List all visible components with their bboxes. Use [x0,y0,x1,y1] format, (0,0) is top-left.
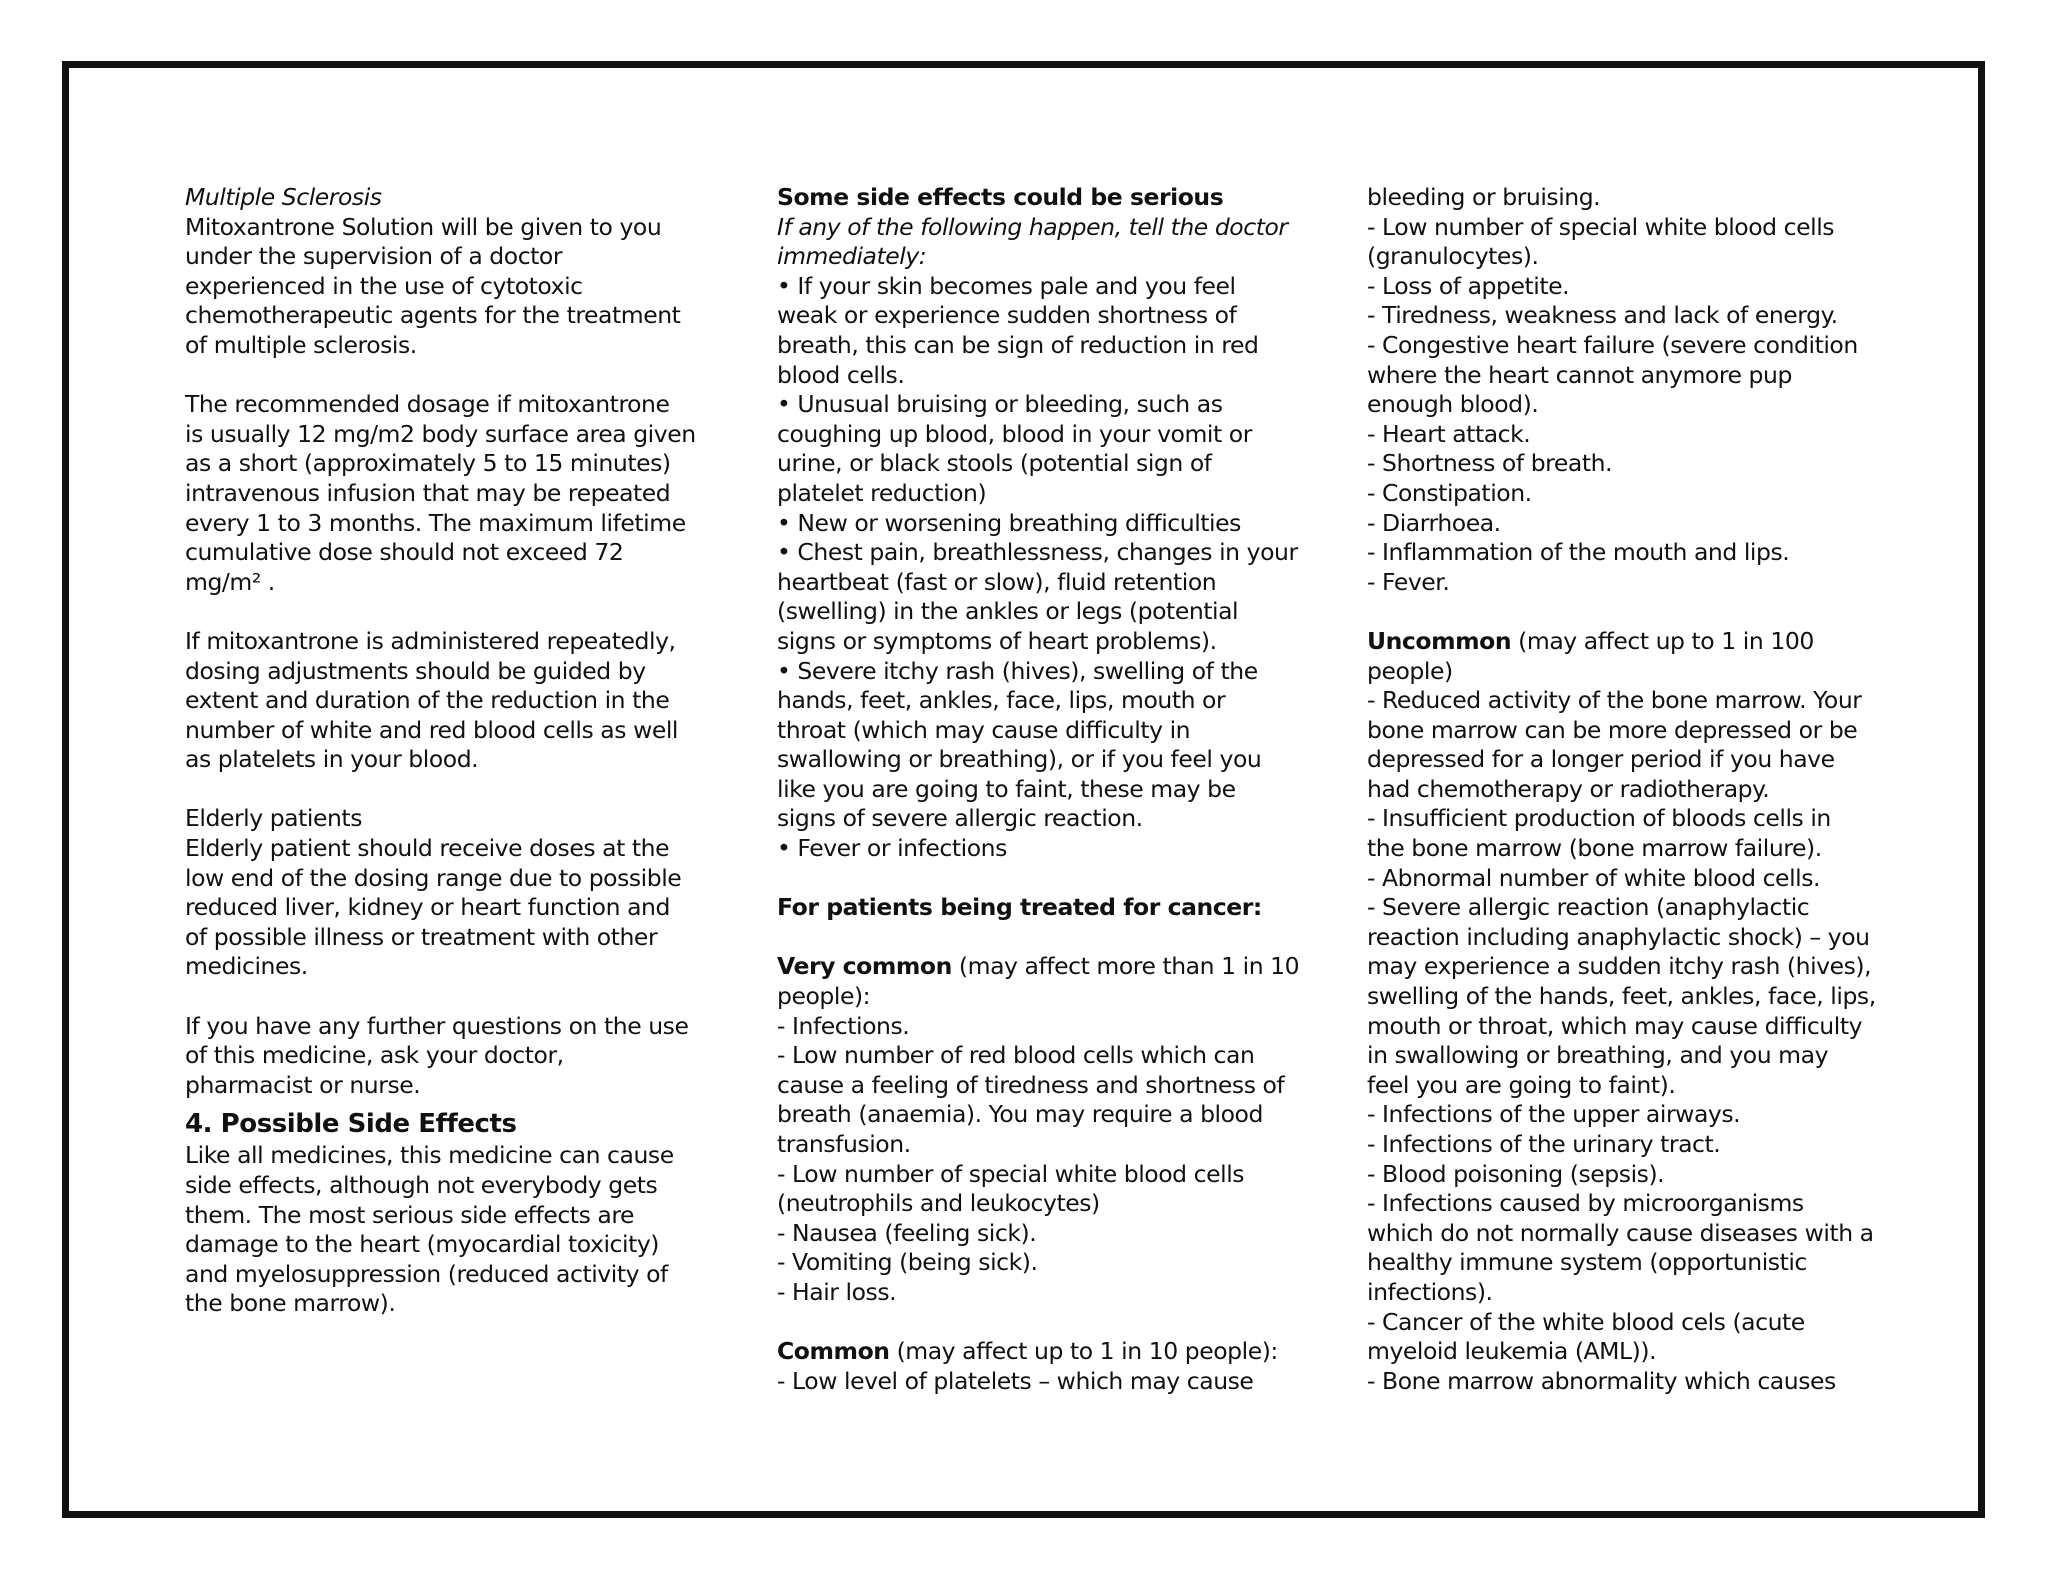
ms-line: Mitoxantrone Solution will be given to you [185,212,662,241]
uncommon-line: - Severe allergic reaction (anaphylactic [1367,893,1810,922]
serious-line: • Unusual bruising or bleeding, such as [777,390,1223,419]
ms-line: experienced in the use of cytotoxic [185,271,583,300]
common-cont-line: - Heart attack. [1367,419,1531,448]
uncommon-line: - Blood poisoning (sepsis). [1367,1159,1665,1188]
spacer [1367,597,1887,627]
very-common-line: - Hair loss. [777,1277,897,1306]
dose-line: as a short (approximately 5 to 15 minutes) [185,449,671,478]
common-cont-line: - Shortness of breath. [1367,449,1613,478]
serious-line: • Fever or infections [777,834,1007,863]
repeat-line: number of white and red blood cells as well [185,715,679,744]
very-common-line: - Infections. [777,1011,910,1040]
very-common-line: transfusion. [777,1130,911,1158]
ms-subtitle: Multiple Sclerosis [185,183,382,211]
uncommon-line: - Reduced activity of the bone marrow. Your [1367,686,1862,715]
uncommon-line: feel you are going to faint). [1367,1070,1676,1099]
uncommon-line: - Infections of the urinary tract. [1367,1130,1721,1158]
common-cont-line: - Inflammation of the mouth and lips. [1367,538,1790,567]
serious-line: signs of severe allergic reaction. [777,804,1143,833]
uncommon-line: - Bone marrow abnormality which causes [1367,1366,1836,1395]
serious-line: coughing up blood, blood in your vomit or [777,419,1252,448]
spacer [185,775,705,805]
very-common-line: people): [777,982,871,1011]
spacer [777,864,1307,894]
serious-line: blood cells. [777,360,905,389]
uncommon-line: may experience a sudden itchy rash (hives), [1367,952,1872,981]
serious-line: heartbeat (fast or slow), fluid retention [777,567,1217,596]
repeat-line: as platelets in your blood. [185,745,479,774]
spacer [777,923,1307,953]
uncommon-line: infections). [1367,1277,1493,1306]
dose-line: is usually 12 mg/m2 body surface area given [185,419,696,448]
side-effects-line: side effects, although not everybody gets [185,1171,658,1199]
elderly-subtitle: Elderly patients [185,804,362,833]
serious-line: • Chest pain, breathlessness, changes in your [777,538,1298,567]
serious-line: hands, feet, ankles, face, lips, mouth or [777,686,1226,715]
common-cont-line: - Congestive heart failure (severe condition [1367,330,1858,359]
very-common-line: breath (anaemia). You may require a blood [777,1100,1263,1129]
spacer [185,982,705,1012]
common-cont-line: bleeding or bruising. [1367,183,1601,211]
side-effects-line: the bone marrow). [185,1289,396,1318]
very-common-header [777,952,1307,982]
elderly-line: medicines. [185,952,308,981]
serious-line: platelet reduction) [777,478,987,507]
serious-line: • New or worsening breathing difficulties [777,508,1241,537]
uncommon-label: Uncommon [1367,626,1512,655]
very-common-line: - Low number of red blood cells which can [777,1041,1255,1070]
common-line: - Low level of platelets – which may cause [777,1366,1254,1395]
elderly-line: of possible illness or treatment with other [185,922,658,951]
spacer [185,597,705,627]
column-right [1367,183,1887,1396]
repeat-line: extent and duration of the reduction in the [185,686,670,715]
very-common-line: - Low number of special white blood cells [777,1159,1245,1188]
uncommon-line: in swallowing or breathing, and you may [1367,1041,1829,1070]
questions-line: of this medicine, ask your doctor, [185,1041,564,1070]
very-common-rest: (may affect more than 1 in 10 [951,952,1300,981]
uncommon-line: bone marrow can be more depressed or be [1367,715,1858,744]
dose-line: cumulative dose should not exceed 72 [185,538,624,567]
elderly-line: Elderly patient should receive doses at the [185,834,670,863]
uncommon-line: which do not normally cause diseases with a [1367,1218,1874,1247]
side-effects-line: them. The most serious side effects are [185,1200,635,1229]
serious-line: (swelling) in the ankles or legs (potential [777,597,1239,626]
common-cont-line: - Constipation. [1367,478,1532,507]
serious-line: weak or experience sudden shortness of [777,301,1237,330]
common-label: Common [777,1337,890,1366]
questions-line: If you have any further questions on the use [185,1011,689,1040]
uncommon-line: - Infections of the upper airways. [1367,1100,1741,1129]
common-header [777,1337,1307,1367]
section-heading: 4. Possible Side Effects [185,1109,517,1140]
repeat-line: dosing adjustments should be guided by [185,656,646,685]
uncommon-line: reaction including anaphylactic shock) – you [1367,922,1870,951]
uncommon-line: - Abnormal number of white blood cells. [1367,863,1821,892]
common-cont-line: - Fever. [1367,567,1450,596]
common-cont-line: (granulocytes). [1367,242,1539,271]
uncommon-line: myeloid leukemia (AML)). [1367,1337,1657,1366]
serious-line: throat (which may cause difficulty in [777,715,1191,744]
elderly-line: reduced liver, kidney or heart function and [185,893,670,922]
dose-line: every 1 to 3 months. The maximum lifetime [185,508,686,537]
very-common-line: (neutrophils and leukocytes) [777,1189,1100,1218]
side-effects-line: damage to the heart (myocardial toxicity) [185,1230,660,1259]
column-middle [777,183,1307,1396]
serious-line: breath, this can be sign of reduction in red [777,330,1259,359]
serious-intro-line: If any of the following happen, tell the doctor [777,212,1288,241]
uncommon-line: - Cancer of the white blood cels (acute [1367,1307,1805,1336]
uncommon-line: people) [1367,656,1453,685]
common-cont-line: where the heart cannot anymore pup [1367,360,1792,389]
repeat-line: If mitoxantrone is administered repeatedly, [185,626,676,655]
serious-intro-line: immediately: [777,242,927,271]
ms-line: under the supervision of a doctor [185,242,563,271]
ms-line: chemotherapeutic agents for the treatment [185,301,681,330]
very-common-line: - Vomiting (being sick). [777,1248,1038,1277]
common-rest: (may affect up to 1 in 10 people): [889,1337,1278,1366]
very-common-line: - Nausea (feeling sick). [777,1218,1037,1247]
uncommon-rest: (may affect up to 1 in 100 [1511,626,1814,655]
uncommon-line: had chemotherapy or radiotherapy. [1367,774,1770,803]
uncommon-line: - Insufficient production of bloods cells in [1367,804,1831,833]
serious-line: • Severe itchy rash (hives), swelling of the [777,656,1258,685]
elderly-line: low end of the dosing range due to possible [185,863,682,892]
serious-line: urine, or black stools (potential sign of [777,449,1212,478]
ms-line: of multiple sclerosis. [185,330,417,359]
questions-line: pharmacist or nurse. [185,1070,421,1099]
uncommon-line: mouth or throat, which may cause difficulty [1367,1011,1863,1040]
column-left [185,183,705,1319]
common-cont-line: enough blood). [1367,390,1539,419]
spacer [185,361,705,391]
serious-line: like you are going to faint, these may be [777,774,1236,803]
cancer-heading: For patients being treated for cancer: [777,893,1262,922]
side-effects-line: and myelosuppression (reduced activity of [185,1259,668,1288]
dose-line: intravenous infusion that may be repeated [185,478,671,507]
uncommon-line: - Infections caused by microorganisms [1367,1189,1804,1218]
uncommon-line: the bone marrow (bone marrow failure). [1367,834,1822,863]
common-cont-line: - Tiredness, weakness and lack of energy. [1367,301,1838,330]
serious-line: swallowing or breathing), or if you feel you [777,745,1262,774]
spacer [777,1308,1307,1338]
uncommon-line: healthy immune system (opportunistic [1367,1248,1807,1277]
serious-line: signs or symptoms of heart problems). [777,626,1217,655]
common-cont-line: - Low number of special white blood cells [1367,212,1835,241]
common-cont-line: - Diarrhoea. [1367,508,1501,537]
common-cont-line: - Loss of appetite. [1367,271,1570,300]
serious-heading: Some side effects could be serious [777,183,1224,211]
serious-line: • If your skin becomes pale and you feel [777,271,1236,300]
very-common-label: Very common [777,952,952,981]
dose-line: mg/m² . [185,567,275,596]
uncommon-line: depressed for a longer period if you have [1367,745,1835,774]
very-common-line: cause a feeling of tiredness and shortness of [777,1070,1285,1099]
uncommon-line: swelling of the hands, feet, ankles, face, lips, [1367,982,1876,1011]
dose-line: The recommended dosage if mitoxantrone [185,390,670,419]
side-effects-line: Like all medicines, this medicine can cause [185,1141,674,1170]
uncommon-header [1367,627,1887,657]
